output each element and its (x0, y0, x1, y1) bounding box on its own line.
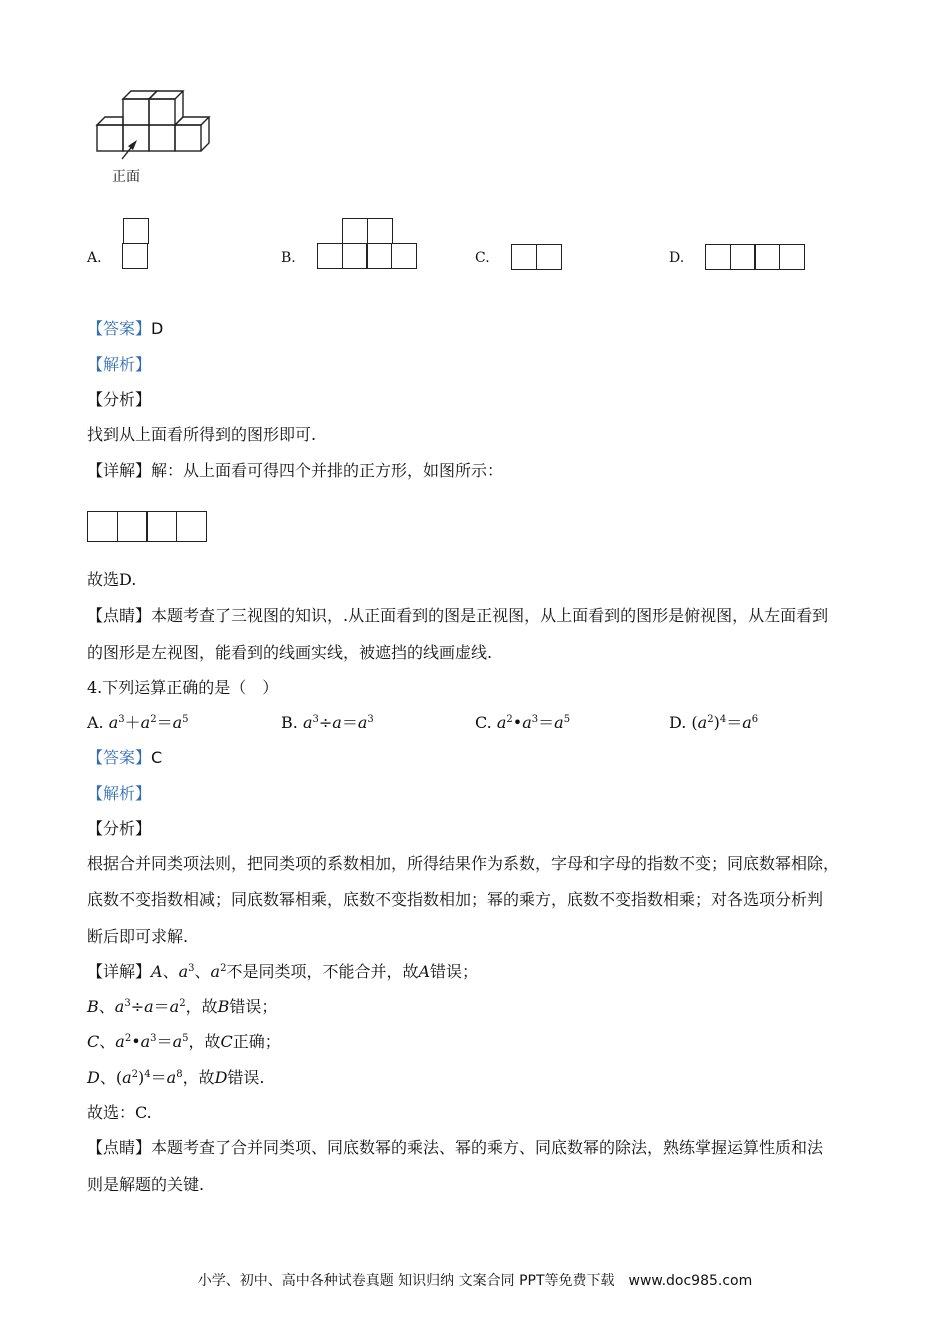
detail-a-end: 错误； (430, 962, 479, 981)
q3-fenxi-tag: 【分析】 (87, 390, 152, 409)
q4-fenxi-line1: 根据合并同类项法则，把同类项的系数相加，所得结果作为系数，字母和字母的指数不变；同底数幂相除， (87, 854, 840, 873)
cube-figure (92, 86, 217, 161)
q3-comment-line2: 的图形是左视图，能看到的线画实线，被遮挡的线画虚线. (87, 643, 493, 662)
comment-tag: 【点睛】 (87, 1138, 152, 1157)
q3-detail-figure (87, 511, 207, 542)
option-c-figure (511, 244, 562, 270)
q4-option-c: C. $a^2•a^3=a^5$ (475, 713, 571, 732)
page-footer: 小学、初中、高中各种试卷真题 知识归纳 文案合同 PPT等免费下载 www.doc985.com (197, 1273, 753, 1289)
q4-detail-d: D、$(a^2)^4=a^8$，故D错误. (87, 1068, 265, 1087)
comment-tag: 【点睛】 (87, 606, 152, 625)
q4-comment-line1 (87, 1138, 823, 1158)
detail-text: 解：从上面看可得四个并排的正方形，如图所示： (151, 461, 504, 480)
q4-detail-c: C、$a^2•a^3=a^5$，故C正确； (87, 1032, 281, 1051)
detail-a-text: 不是同类项，不能合并，故 (226, 962, 419, 981)
q4-answer (87, 748, 162, 768)
answer-tag: 【答案】 (87, 319, 152, 338)
option-a-figure (123, 218, 149, 269)
q4-comment-line2: 则是解题的关键. (87, 1175, 205, 1194)
option-d-figure (705, 244, 805, 270)
detail-d-end: 错误. (227, 1068, 265, 1087)
q3-fenxi-text: 找到从上面看所得到的图形即可. (87, 425, 317, 444)
detail-c-end: 正确； (232, 1032, 281, 1051)
q4-option-a: A. $a^3+a^2=a^5$ (87, 713, 189, 732)
option-a-label: A. (87, 250, 102, 266)
detail-tag: 【详解】 (87, 962, 152, 981)
answer-value: C (151, 748, 163, 767)
q3-analysis-tag: 【解析】 (87, 355, 152, 374)
q4-detail-b: B、$a^3\div a=a^2$，故B错误； (87, 997, 278, 1016)
detail-b-end: 错误； (229, 997, 278, 1016)
q3-answer (87, 319, 163, 339)
q4-detail-a: 【详解】A、$a^3$、$a^2$不是同类项，不能合并，故A错误； (87, 962, 479, 981)
q4-fenxi-line2: 底数不变指数相减；同底数幂相乘，底数不变指数相加；幂的乘方，底数不变指数相乘；对各选项分析判 (87, 890, 824, 909)
front-label: 正面 (112, 169, 140, 185)
q4-analysis-tag: 【解析】 (87, 784, 152, 803)
detail-d-mid: ，故 (182, 1068, 215, 1087)
q4-option-b: B. $a^3\div a=a^3$ (281, 713, 374, 732)
q3-detail (87, 461, 503, 481)
answer-tag: 【答案】 (87, 748, 152, 767)
option-c-label: C. (475, 250, 490, 266)
option-d-label: D. (669, 250, 685, 266)
detail-tag: 【详解】 (87, 461, 152, 480)
comment-text: 本题考查了合并同类项、同底数幂的乘法、幂的乘方、同底数幂的除法，熟练掌握运算性质和法 (151, 1138, 824, 1157)
q3-conclusion: 故选D. (87, 570, 137, 589)
answer-value: D (151, 319, 164, 338)
detail-c-mid: ，故 (188, 1032, 221, 1051)
q3-comment-line1 (87, 606, 828, 626)
q4-conclusion: 故选：C. (87, 1103, 152, 1122)
q4-option-d: D. $(a^2)^4=a^6$ (669, 713, 759, 732)
q4-fenxi-tag: 【分析】 (87, 819, 152, 838)
q4-question: 4.下列运算正确的是（ ） (87, 678, 279, 697)
comment-text: 本题考查了三视图的知识，.从正面看到的图是正视图，从上面看到的图形是俯视图，从左面看到 (151, 606, 829, 625)
q4-fenxi-line3: 断后即可求解. (87, 927, 189, 946)
detail-b-mid: ，故 (185, 997, 218, 1016)
option-b-label: B. (281, 250, 296, 266)
